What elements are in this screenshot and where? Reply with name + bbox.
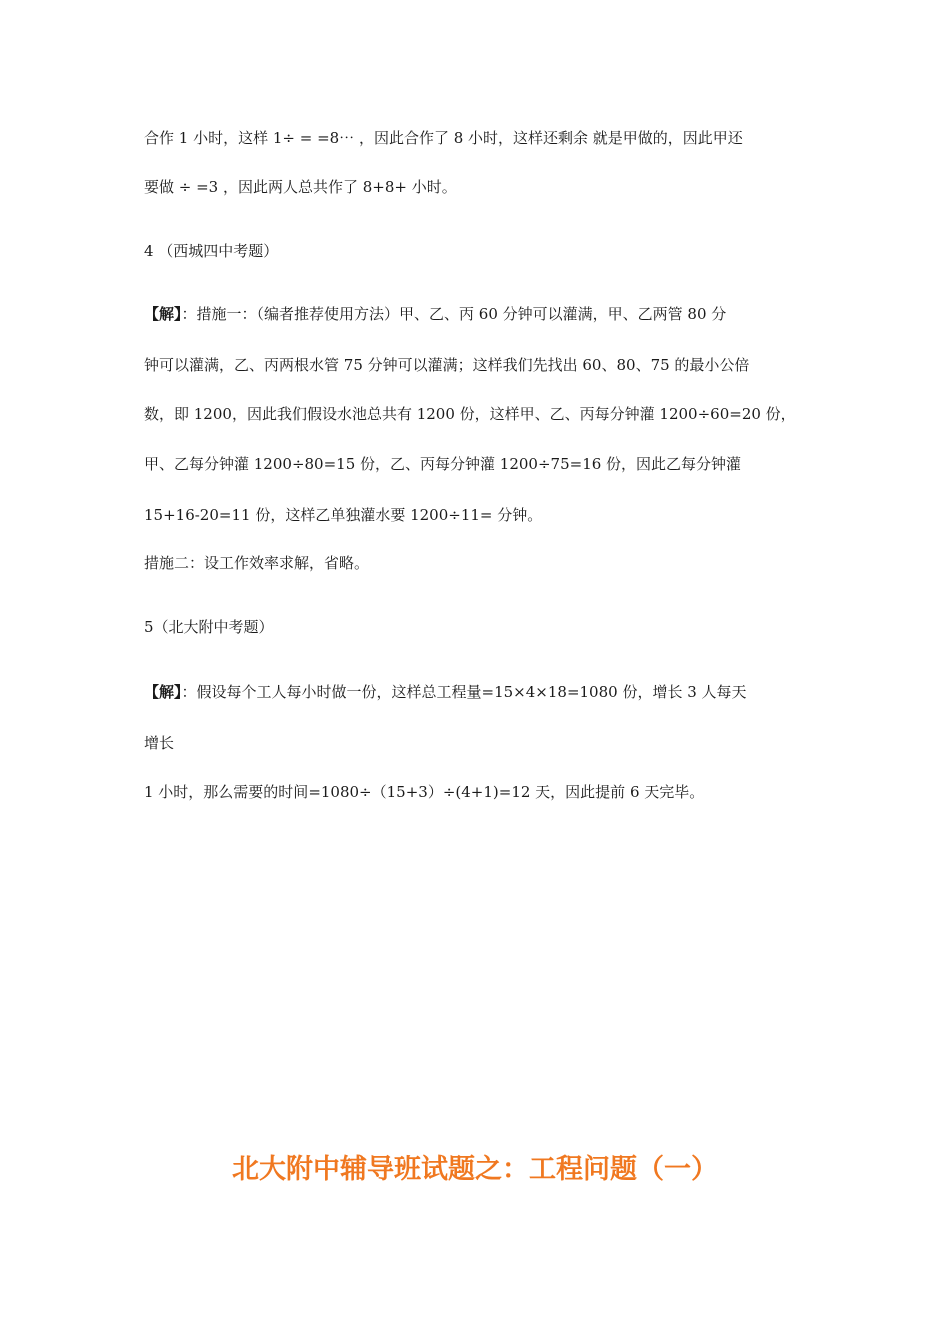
q4-line-2: 钟可以灌满，乙、丙两根水管 75 分钟可以灌满；这样我们先找出 60、80、75 的最小公倍	[144, 356, 750, 374]
q5-solution-label: 【解】	[144, 683, 182, 701]
q4-line-3: 数，即 1200，因此我们假设水池总共有 1200 份，这样甲、乙、丙每分钟灌 1200÷60=20 份，	[144, 405, 796, 423]
q5-line-1-text: ：假设每个工人每小时做一份，这样总工程量=15×4×18=1080 份，增长 3 人每天	[181, 683, 747, 701]
q5-heading: 5（北大附中考题）	[144, 618, 274, 636]
q4-line-5: 15+16-20=11 份，这样乙单独灌水要 1200÷11= 分钟。	[144, 506, 543, 524]
q4-heading: 4 （西城四中考题）	[144, 242, 279, 260]
p1-line-1: 合作 1 小时，这样 1÷ = =8⋯ ，因此合作了 8 小时，这样还剩余 就是甲做的，因此甲还	[144, 129, 743, 147]
q5-line-3: 1 小时，那么需要的时间=1080÷（15+3）÷(4+1)=12 天，因此提前 6 天完毕。	[144, 783, 705, 801]
q4-line-6: 措施二：设工作效率求解，省略。	[144, 554, 370, 572]
q4-solution-label: 【解】	[144, 305, 182, 323]
page-title: 北大附中辅导班试题之：工程问题（一）	[232, 1154, 718, 1185]
q5-line-2: 增长	[144, 734, 175, 752]
q4-line-1	[144, 304, 726, 324]
q4-line-4: 甲、乙每分钟灌 1200÷80=15 份，乙、丙每分钟灌 1200÷75=16 份，因此乙每分钟灌	[144, 455, 742, 473]
q5-line-1	[144, 682, 747, 702]
q4-line-1-text: ：措施一：（编者推荐使用方法）甲、乙、丙 60 分钟可以灌满，甲、乙两管 80 分	[181, 305, 727, 323]
p1-line-2: 要做 ÷ =3 ，因此两人总共作了 8+8+ 小时。	[144, 178, 457, 196]
